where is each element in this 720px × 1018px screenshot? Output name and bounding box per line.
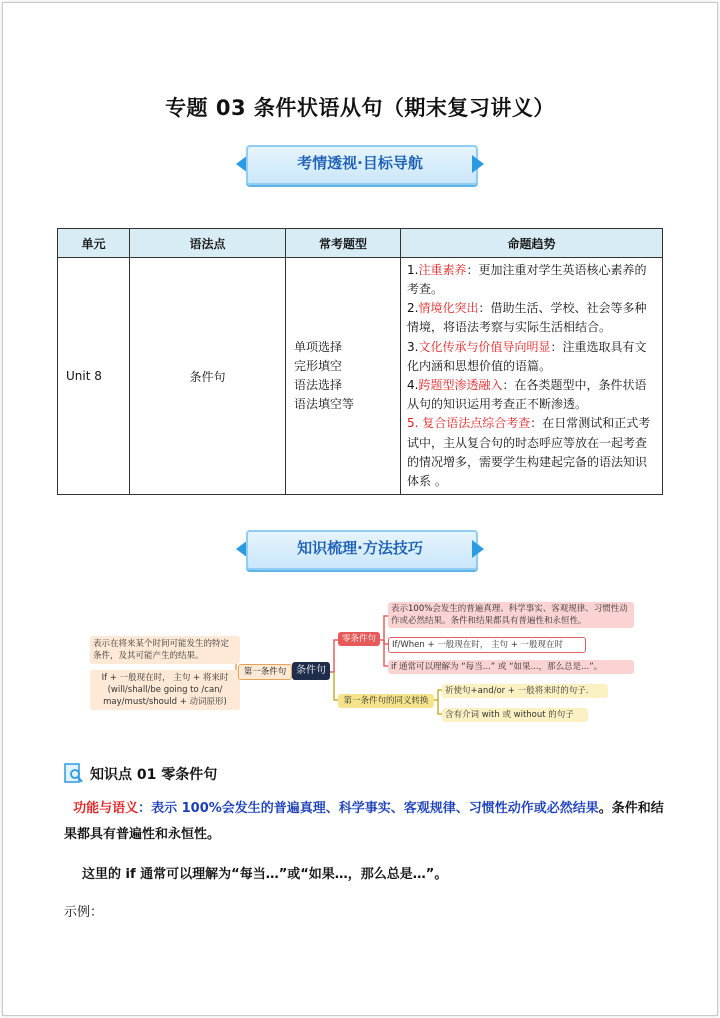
zero-conditional-node: 零条件句 bbox=[338, 632, 380, 646]
zero-desc2: If/When + 一般现在时， 主句 + 一般现在时 bbox=[388, 637, 586, 653]
trend-item: 2.情境化突出：借助生活、学校、社会等多种情境，将语法考察与实际生活相结合。 bbox=[407, 301, 647, 335]
function-label: 功能与语义 bbox=[73, 801, 139, 816]
section-banner-exam bbox=[236, 143, 484, 183]
mind-map bbox=[86, 600, 646, 730]
cell-trends bbox=[401, 258, 663, 495]
convert-item2: 含有介词 with 或 without 的句子 bbox=[442, 708, 588, 722]
example-label: 示例： bbox=[64, 905, 104, 920]
function-meaning: 功能与语义：表示 100%会发生的普遍真理、科学事实、客观规律、习惯性动作或必然结果。条件和结 果都具有普遍性和永恒性。 bbox=[64, 801, 664, 842]
type-item: 完形填空 bbox=[294, 359, 343, 373]
if-note: 这里的 if 通常可以理解为“每当…”或“如果…，那么总是…”。 bbox=[82, 867, 448, 882]
header-types: 常考题型 bbox=[286, 229, 401, 258]
trend-item: 4.跨题型渗透融入：在各类题型中，条件状语从句的知识运用考查正不断渗透。 bbox=[407, 378, 647, 412]
first-desc2: If + 一般现在时， 主句 + 将来时 (will/shall/be going to /can/ may/must/should + 动词原形) bbox=[90, 670, 240, 710]
magnifier-document-icon bbox=[64, 762, 84, 784]
knowledge-point-title: 知识点 01 零条件句 bbox=[90, 767, 218, 783]
cell-unit: Unit 8 bbox=[58, 258, 130, 495]
header-grammar: 语法点 bbox=[130, 229, 286, 258]
header-unit: 单元 bbox=[58, 229, 130, 258]
table-header-row bbox=[58, 229, 663, 258]
trend-item: 5. 复合语法点综合考查：在日常测试和正式考试中，主从复合句的时态呼应等放在一起考查的情况增多，需要学生构建起完备的语法知识体系 。 bbox=[407, 416, 651, 489]
banner-text: 知识梳理·方法技巧 bbox=[297, 539, 423, 557]
first-desc1: 表示在将来某个时间可能发生的特定条件，及其可能产生的结果。 bbox=[90, 636, 240, 664]
header-trend: 命题趋势 bbox=[401, 229, 663, 258]
section-banner-knowledge bbox=[236, 528, 484, 568]
banner-text: 考情透视·目标导航 bbox=[297, 154, 423, 172]
zero-desc3: if 通常可以理解为 “每当...” 或 “如果...，那么总是...”。 bbox=[388, 660, 634, 674]
trend-item: 3.文化传承与价值导向明显：注重选取具有文化内涵和思想价值的语篇。 bbox=[407, 339, 647, 373]
type-item: 单项选择 bbox=[294, 340, 343, 354]
trend-item: 1.注重素养：更加注重对学生英语核心素养的考查。 bbox=[407, 262, 647, 296]
type-item: 语法填空等 bbox=[294, 397, 355, 411]
exam-table bbox=[57, 228, 663, 495]
cell-types bbox=[286, 258, 401, 495]
convert-item1: 祈使句+and/or + 一般将来时的句子. bbox=[442, 684, 608, 698]
synonym-conversion-node: 第一条件句的同义转换 bbox=[338, 694, 434, 708]
conditional-center-node: 条件句 bbox=[292, 662, 330, 680]
zero-desc1: 表示100%会发生的普遍真理、科学事实、客观规律、习惯性动作或必然结果。条件和结果都具有普遍性和永恒性。 bbox=[388, 602, 634, 628]
cell-grammar: 条件句 bbox=[130, 258, 286, 495]
type-item: 语法选择 bbox=[294, 378, 343, 392]
table-row bbox=[58, 258, 663, 495]
page-title: 专题 03 条件状语从句（期末复习讲义） bbox=[165, 96, 555, 120]
first-conditional-node: 第一条件句 bbox=[238, 664, 292, 680]
